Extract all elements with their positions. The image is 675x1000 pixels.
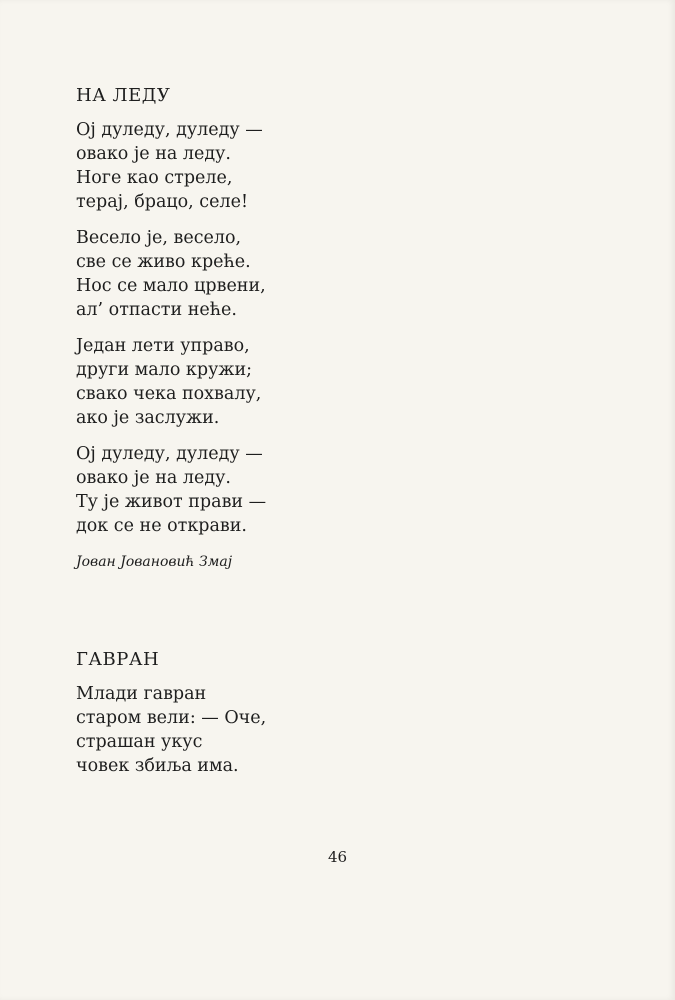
verse-line: Ој дуледу, дуледу — <box>76 444 263 464</box>
verse-line: овако је на леду. <box>76 144 231 164</box>
stanza <box>76 682 336 778</box>
stanza <box>76 334 336 430</box>
verse-line: Весело је, весело, <box>76 228 242 248</box>
verse-line: Ој дуледу, дуледу — <box>76 120 263 140</box>
page-number: 46 <box>327 848 348 866</box>
verse-line: старом вели: — Оче, <box>76 708 267 728</box>
verse-line: Један лети управо, <box>76 336 250 356</box>
stanza <box>76 118 336 214</box>
verse-line: човек збиља има. <box>76 756 239 776</box>
poem-author: Јован Јовановић Змај <box>76 554 233 570</box>
poem-title: ГАВРАН <box>76 649 160 670</box>
verse-line: Нос се мало црвени, <box>76 276 266 296</box>
poem-title: НА ЛЕДУ <box>76 85 171 106</box>
verse-line: ал’ отпасти неће. <box>76 300 237 320</box>
stanza <box>76 226 336 322</box>
verse-line: терај, брацо, селе! <box>76 192 248 212</box>
verse-line: док се не открави. <box>76 516 247 536</box>
verse-line: страшан укус <box>76 732 203 752</box>
verse-line: овако је на леду. <box>76 468 231 488</box>
verse-line: Ноге као стреле, <box>76 168 233 188</box>
stanza <box>76 442 336 538</box>
verse-line: Млади гавран <box>76 684 207 704</box>
verse-line: Ту је живот прави — <box>76 492 267 512</box>
bleed-through-text <box>330 80 660 780</box>
verse-line: свако чека похвалу, <box>76 384 262 404</box>
text-column <box>76 84 336 790</box>
verse-line: ако је заслужи. <box>76 408 220 428</box>
verse-line: други мало кружи; <box>76 360 253 380</box>
verse-line: све се живо креће. <box>76 252 251 272</box>
